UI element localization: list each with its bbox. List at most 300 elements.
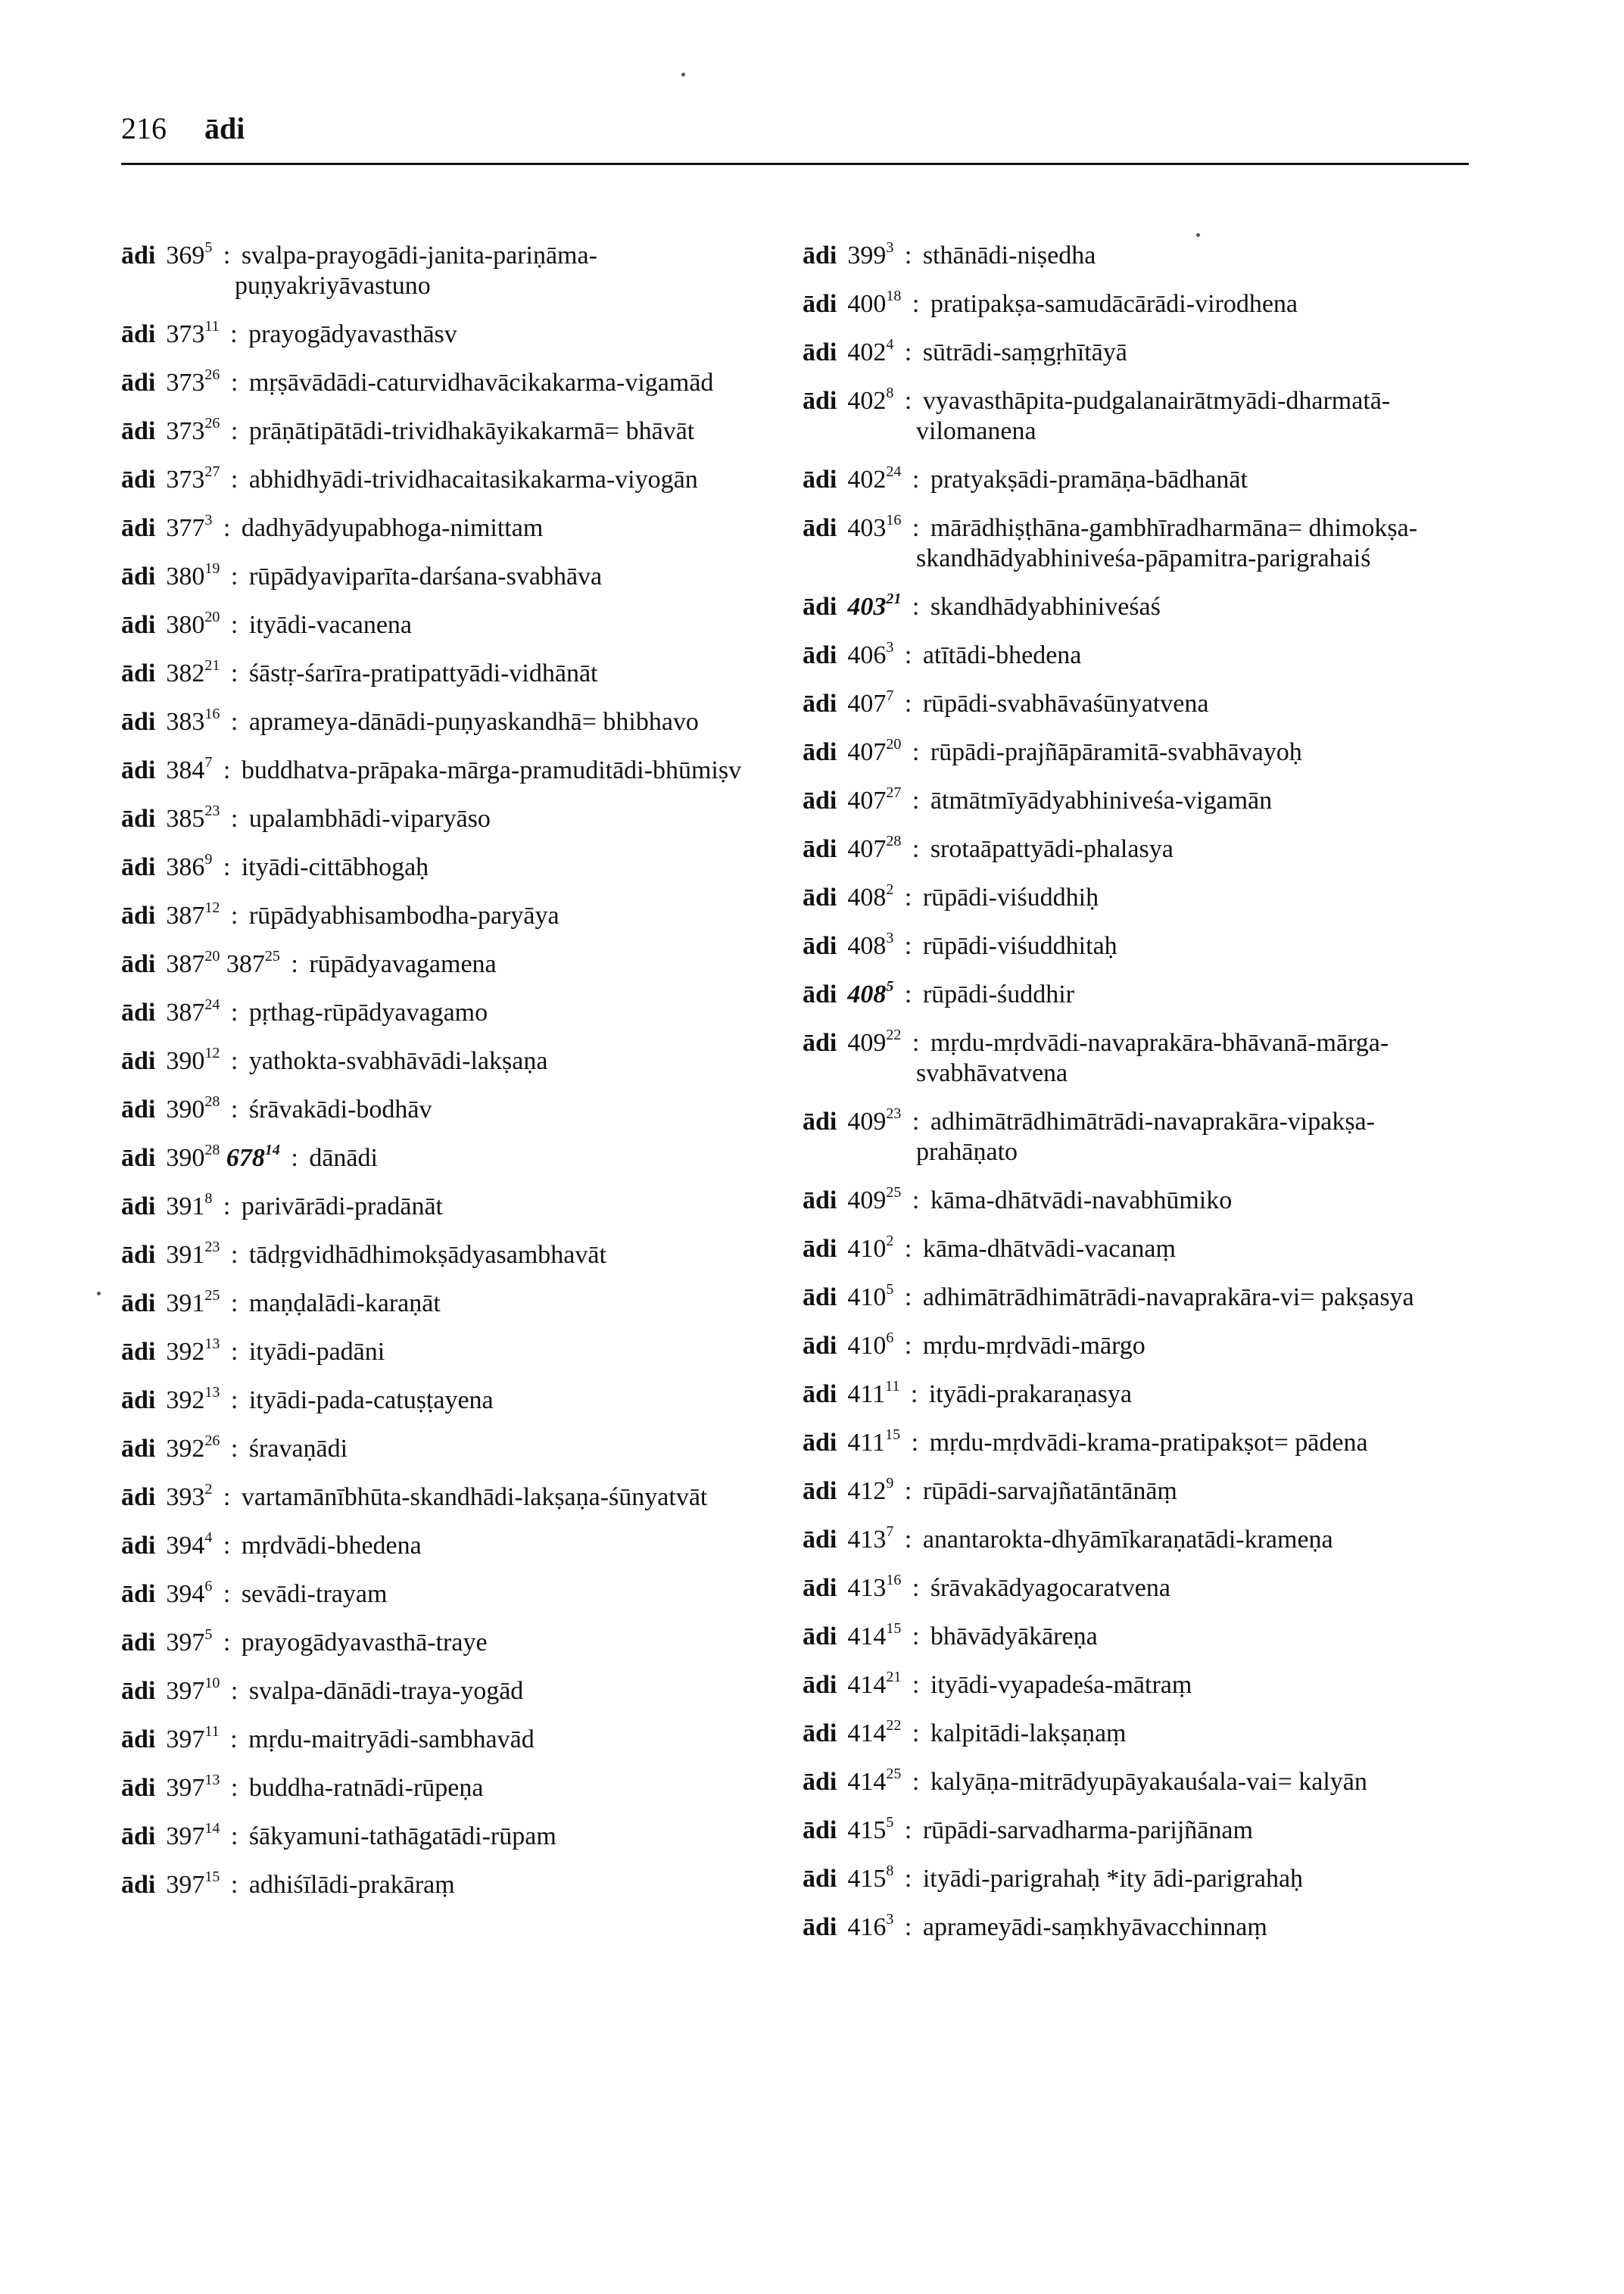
entry-reference: [166, 1529, 213, 1560]
entry-keyword: ādi: [803, 1429, 837, 1457]
reference-line: 8: [204, 1189, 213, 1207]
index-entry: [121, 901, 787, 931]
reference-line: 2: [886, 881, 894, 898]
entry-text: prāṇātipātādi-trividhakāyikakarmā= bhāvāt: [248, 417, 695, 445]
reference-page: 410: [847, 1283, 887, 1311]
entry-separator: :: [912, 835, 920, 863]
entry-reference: [166, 996, 220, 1027]
reference-page: 413: [847, 1574, 887, 1602]
reference-line: 5: [886, 977, 894, 995]
right-column: [803, 238, 1469, 1961]
index-entry: [803, 1767, 1469, 1797]
entry-text: aprameya-dānādi-puṇyaskandhā= bhibhavo: [248, 708, 699, 736]
running-header: [121, 111, 245, 145]
entry-separator: :: [230, 805, 238, 833]
reference-page: 408: [847, 980, 887, 1008]
reference-line: 3: [204, 511, 213, 528]
entry-keyword: ādi: [121, 1047, 156, 1075]
reference-line: 12: [204, 1044, 220, 1061]
index-entry: [121, 1870, 787, 1900]
reference-line: 11: [204, 1722, 220, 1740]
index-entry: [121, 1286, 787, 1319]
entry-text: adhiśīlādi-prakāraṃ: [248, 1871, 455, 1899]
index-entry: [121, 949, 787, 980]
index-entry: [803, 1670, 1469, 1700]
entry-keyword: ādi: [121, 1289, 156, 1317]
reference-line: 9: [204, 850, 213, 868]
reference-page: 394: [166, 1532, 205, 1560]
entry-reference: [847, 638, 894, 669]
entry-reference: [166, 850, 213, 881]
entry-separator: :: [904, 242, 912, 270]
entry-text: tādṛgvidhādhimokṣādyasambhavāt: [248, 1241, 606, 1269]
entry-keyword: ādi: [803, 242, 837, 270]
reference-page: 407: [847, 690, 887, 718]
entry-text: mārādhiṣṭhāna-gambhīradharmāna= dhimokṣa-skandhādyabhiniveśa-pāpamitra-parigrahaiś: [916, 514, 1418, 572]
reference-page: 392: [166, 1386, 205, 1414]
index-entry: [803, 513, 1469, 574]
reference-page: 414: [847, 1671, 887, 1699]
index-entry: [803, 1476, 1469, 1507]
entry-reference: [166, 1092, 220, 1124]
entry-reference: [166, 1674, 220, 1705]
running-headword: ādi: [204, 111, 245, 145]
reference-page: 397: [166, 1629, 205, 1657]
entry-keyword: ādi: [803, 1865, 837, 1893]
reference-line: 8: [886, 1862, 894, 1879]
reference-line: 3: [886, 238, 894, 256]
entry-keyword: ādi: [121, 1580, 156, 1608]
reference-page: 369: [166, 242, 205, 270]
reference-page: 390: [166, 1144, 205, 1172]
reference-page: 391: [166, 1289, 205, 1317]
entry-separator: :: [230, 320, 238, 348]
index-entry: [803, 1525, 1469, 1555]
entry-reference: [166, 1383, 220, 1414]
speck: [681, 73, 685, 76]
entry-text: prayogādyavasthā-traye: [241, 1629, 488, 1657]
reference-line: 5: [204, 1625, 213, 1643]
entry-keyword: ādi: [121, 1144, 156, 1172]
entry-text: rūpādi-svabhāvaśūnyatvena: [922, 690, 1209, 718]
entry-reference: [226, 947, 280, 978]
index-entry: [803, 1619, 1469, 1652]
entry-separator: :: [904, 1913, 912, 1941]
reference-line: 26: [204, 366, 220, 383]
reference-line: 6: [204, 1577, 213, 1594]
entry-text: ityādi-vyapadeśa-mātraṃ: [930, 1671, 1192, 1699]
index-entry: [803, 1573, 1469, 1604]
entry-text: ityādi-vacanena: [248, 611, 413, 639]
entry-text: rūpādyaviparīta-darśana-svabhāva: [248, 563, 603, 591]
reference-page: 383: [166, 708, 205, 736]
reference-page: 393: [166, 1483, 205, 1511]
entry-keyword: ādi: [803, 980, 837, 1008]
entry-keyword: ādi: [803, 338, 837, 366]
reference-page: 392: [166, 1338, 205, 1366]
entry-reference: [166, 238, 213, 270]
entry-reference: [847, 1862, 894, 1893]
entry-separator: :: [230, 1096, 238, 1124]
entry-separator: :: [230, 417, 238, 445]
index-entry: [803, 883, 1469, 913]
entry-text: sevādi-trayam: [241, 1580, 388, 1608]
entry-separator: :: [910, 1380, 918, 1408]
entry-separator: :: [230, 999, 238, 1027]
reference-page: 407: [847, 835, 887, 863]
entry-reference: [847, 1619, 902, 1650]
entry-reference: [847, 1426, 901, 1457]
entry-text: maṇḍalādi-karaṇāt: [248, 1289, 441, 1317]
entry-text: anantarokta-dhyāmīkaraṇatādi-krameṇa: [922, 1526, 1333, 1554]
entry-reference: [847, 1280, 894, 1311]
entry-reference: [847, 929, 894, 960]
index-entry: [121, 1773, 787, 1803]
entry-keyword: ādi: [803, 1283, 837, 1311]
reference-page: 412: [847, 1477, 887, 1505]
reference-page: 414: [847, 1768, 887, 1796]
entry-keyword: ādi: [803, 1380, 837, 1408]
reference-page: 403: [847, 593, 887, 621]
entry-separator: :: [223, 1580, 231, 1608]
entry-keyword: ādi: [121, 1725, 156, 1753]
reference-page: 406: [847, 641, 887, 669]
reference-page: 408: [847, 884, 887, 912]
reference-line: 6: [886, 1329, 894, 1346]
entry-reference: [847, 238, 894, 270]
entry-separator: :: [230, 1822, 238, 1850]
entry-reference: [166, 511, 213, 542]
reference-page: 385: [166, 805, 205, 833]
reference-line: 4: [204, 1529, 213, 1546]
index-entry: [803, 1813, 1469, 1846]
reference-page: 402: [847, 387, 887, 415]
entry-text: kāma-dhātvādi-vacanaṃ: [922, 1235, 1176, 1263]
reference-line: 13: [204, 1335, 220, 1352]
reference-page: 410: [847, 1332, 887, 1360]
entry-separator: :: [904, 1526, 912, 1554]
reference-line: 21: [886, 590, 902, 607]
reference-page: 415: [847, 1816, 887, 1844]
index-entry: [803, 1028, 1469, 1089]
entry-text: mṛdu-mṛdvādi-krama-pratipakṣot= pādena: [929, 1429, 1368, 1457]
entry-separator: :: [230, 1047, 238, 1075]
index-entry: [121, 319, 787, 350]
entry-reference: [847, 832, 902, 863]
entry-separator: :: [230, 1435, 238, 1463]
entry-keyword: ādi: [121, 1774, 156, 1802]
index-entry: [121, 1240, 787, 1270]
entry-keyword: ādi: [121, 1386, 156, 1414]
entry-reference: [166, 463, 220, 494]
entry-text: rūpādi-śuddhir: [922, 980, 1074, 1008]
index-entry: [121, 1579, 787, 1610]
entry-separator: :: [912, 514, 920, 542]
entry-keyword: ādi: [803, 787, 837, 815]
index-entry: [803, 1107, 1469, 1167]
entry-separator: :: [230, 659, 238, 687]
entry-separator: :: [223, 514, 231, 542]
entry-text: ityādi-padāni: [248, 1338, 385, 1366]
reference-page: 386: [166, 853, 205, 881]
reference-page: 382: [166, 659, 205, 687]
entry-text: mṛṣāvādādi-caturvidhavācikakarma-vigamād: [248, 369, 714, 397]
reference-page: 390: [166, 1047, 205, 1075]
entry-reference: [847, 687, 894, 718]
entry-keyword: ādi: [803, 387, 837, 415]
reference-line: 2: [886, 1232, 894, 1249]
reference-line: 26: [204, 1432, 220, 1449]
entry-reference: [847, 1329, 894, 1360]
reference-line: 11: [885, 1377, 900, 1395]
entry-reference: [847, 784, 902, 815]
reference-page: 391: [166, 1241, 205, 1269]
entry-keyword: ādi: [121, 417, 156, 445]
index-entry: [121, 416, 787, 447]
entry-text: ityādi-prakaraṇasya: [928, 1380, 1132, 1408]
entry-separator: :: [230, 1289, 238, 1317]
entry-keyword: ādi: [121, 369, 156, 397]
entry-keyword: ādi: [803, 1477, 837, 1505]
reference-line: 25: [204, 1286, 220, 1304]
entry-keyword: ādi: [121, 1822, 156, 1850]
entry-separator: :: [912, 1574, 920, 1602]
reference-page: 392: [166, 1435, 205, 1463]
entry-keyword: ādi: [121, 1435, 156, 1463]
entry-separator: :: [904, 1332, 912, 1360]
reference-line: 13: [204, 1383, 220, 1401]
reference-line: 8: [886, 384, 894, 401]
entry-keyword: ādi: [121, 999, 156, 1027]
entry-text: śāstṛ-śarīra-pratipattyādi-vidhānāt: [248, 659, 598, 687]
entry-text: dadhyādyupabhoga-nimittam: [241, 514, 544, 542]
reference-line: 22: [886, 1026, 902, 1043]
reference-page: 414: [847, 1622, 887, 1650]
entry-separator: :: [230, 466, 238, 494]
entry-reference: [166, 1238, 220, 1269]
entry-reference: [847, 735, 902, 766]
speck: [1196, 233, 1200, 237]
entry-separator: :: [223, 1192, 231, 1220]
entry-separator: :: [230, 611, 238, 639]
entry-reference: [847, 1377, 900, 1408]
entry-separator: :: [912, 593, 920, 621]
reference-line: 15: [886, 1619, 902, 1637]
entry-text: yathokta-svabhāvādi-lakṣaṇa: [248, 1047, 548, 1075]
reference-page: 384: [166, 756, 205, 784]
entry-separator: :: [912, 1719, 920, 1747]
reference-page: 387: [166, 950, 205, 978]
entry-separator: :: [912, 1108, 920, 1136]
reference-page: 403: [847, 514, 887, 542]
entry-text: adhimātrādhimātrādi-navaprakāra-vipakṣa-prahāṇato: [916, 1108, 1375, 1166]
entry-text: mṛdu-mṛdvādi-mārgo: [922, 1332, 1146, 1360]
index-entry: [121, 610, 787, 641]
reference-line: 11: [204, 317, 220, 335]
entry-keyword: ādi: [121, 1871, 156, 1899]
entry-reference: [166, 1819, 220, 1850]
index-entry: [121, 1676, 787, 1706]
entry-text: rūpādi-viśuddhitaḥ: [922, 932, 1117, 960]
entry-text: pratyakṣādi-pramāṇa-bādhanāt: [930, 466, 1248, 494]
index-entry: [803, 931, 1469, 962]
index-entry: [121, 1385, 787, 1416]
entry-separator: :: [904, 980, 912, 1008]
entry-separator: :: [904, 387, 912, 415]
entry-keyword: ādi: [121, 1483, 156, 1511]
index-entry: [121, 804, 787, 834]
reference-page: 402: [847, 338, 887, 366]
entry-separator: :: [230, 1677, 238, 1705]
entry-reference: [166, 1189, 213, 1220]
entry-separator: :: [223, 1532, 231, 1560]
index-entry: [121, 368, 787, 398]
entry-separator: :: [223, 756, 231, 784]
reference-page: 415: [847, 1865, 887, 1893]
reference-line: 15: [885, 1426, 901, 1443]
entry-text: ātmātmīyādyabhiniveśa-vigamān: [930, 787, 1273, 815]
entry-keyword: ādi: [803, 593, 837, 621]
index-entry: [121, 1819, 787, 1852]
index-entry: [803, 834, 1469, 865]
entry-keyword: ādi: [803, 835, 837, 863]
reference-page: 399: [847, 242, 887, 270]
entry-separator: :: [912, 1671, 920, 1699]
entry-text: śravaṇādi: [248, 1435, 348, 1463]
entry-separator: :: [912, 1186, 920, 1214]
entry-separator: :: [912, 1768, 920, 1796]
entry-keyword: ādi: [121, 1338, 156, 1366]
entry-text: rūpādi-sarvajñatāntānāṃ: [922, 1477, 1177, 1505]
entry-separator: :: [230, 369, 238, 397]
reference-page: 678: [226, 1144, 265, 1172]
entry-text: śrāvakādyagocaratvena: [930, 1574, 1170, 1602]
page-number: 216: [121, 111, 167, 145]
entry-reference: [166, 317, 220, 348]
entry-separator: :: [911, 1429, 919, 1457]
entry-text: sthānādi-niṣedha: [922, 242, 1096, 270]
reference-page: 380: [166, 611, 205, 639]
reference-line: 7: [886, 1523, 894, 1540]
reference-page: 416: [847, 1913, 887, 1941]
entry-keyword: ādi: [121, 853, 156, 881]
reference-line: 10: [204, 1674, 220, 1691]
reference-line: 5: [204, 238, 213, 256]
entry-keyword: ādi: [803, 1235, 837, 1263]
entry-reference: [166, 1722, 220, 1753]
entry-text: parivārādi-pradānāt: [241, 1192, 443, 1220]
entry-text: kalyāṇa-mitrādyupāyakauśala-vai= kalyān: [930, 1768, 1367, 1796]
entry-text: dānādi: [309, 1144, 378, 1172]
entry-reference: [166, 608, 220, 639]
entry-text: kāma-dhātvādi-navabhūmiko: [930, 1186, 1233, 1214]
reference-line: 18: [886, 287, 902, 304]
index-entry: [803, 1183, 1469, 1216]
entry-keyword: ādi: [803, 690, 837, 718]
entry-reference: [166, 414, 220, 445]
entry-separator: :: [904, 1816, 912, 1844]
entry-text: ityādi-pada-catuṣṭayena: [248, 1386, 494, 1414]
entry-reference: [847, 1910, 894, 1941]
entry-text: ityādi-parigrahaḥ *ity ādi-parigrahaḥ: [922, 1865, 1304, 1893]
entry-reference: [847, 977, 894, 1008]
index-entry: [803, 737, 1469, 768]
entry-text: rūpādyavagamena: [309, 950, 497, 978]
entry-separator: :: [904, 641, 912, 669]
reference-line: 21: [204, 656, 220, 674]
entry-keyword: ādi: [803, 1574, 837, 1602]
reference-line: 13: [204, 1771, 220, 1788]
index-entry: [121, 1625, 787, 1658]
entry-separator: :: [904, 1283, 912, 1311]
reference-page: 380: [166, 563, 205, 591]
entry-keyword: ādi: [121, 466, 156, 494]
entry-text: rūpādyabhisambodha-paryāya: [248, 902, 560, 930]
entry-reference: [166, 1044, 220, 1075]
index-entry: [803, 1912, 1469, 1943]
entry-reference: [166, 802, 220, 833]
index-entry: [121, 1092, 787, 1125]
entry-separator: :: [912, 787, 920, 815]
entry-text: abhidhyādi-trividhacaitasikakarma-viyogān: [248, 466, 698, 494]
entry-text: sūtrādi-saṃgṛhītāyā: [922, 338, 1127, 366]
entry-separator: :: [904, 338, 912, 366]
reference-line: 24: [204, 996, 220, 1013]
entry-keyword: ādi: [803, 1526, 837, 1554]
entry-reference: [847, 1232, 894, 1263]
reference-line: 5: [886, 1280, 894, 1298]
reference-line: 25: [886, 1183, 902, 1201]
entry-keyword: ādi: [803, 466, 837, 494]
entry-reference: [847, 881, 894, 912]
reference-line: 16: [204, 705, 220, 722]
entry-separator: :: [904, 1235, 912, 1263]
reference-line: 9: [886, 1474, 894, 1491]
entry-reference: [166, 1771, 220, 1802]
index-entry: [121, 1143, 787, 1173]
reference-page: 390: [166, 1096, 205, 1124]
reference-page: 387: [166, 999, 205, 1027]
entry-keyword: ādi: [121, 805, 156, 833]
entry-separator: :: [230, 1338, 238, 1366]
entry-reference: [847, 384, 894, 415]
entry-keyword: ādi: [803, 641, 837, 669]
entry-reference: [847, 590, 902, 621]
reference-line: 16: [886, 1571, 902, 1588]
entry-separator: :: [904, 1865, 912, 1893]
entry-keyword: ādi: [803, 738, 837, 766]
reference-page: 373: [166, 369, 205, 397]
entry-separator: :: [904, 932, 912, 960]
index-entry: [803, 465, 1469, 495]
reference-line: 25: [264, 947, 280, 965]
entry-keyword: ādi: [121, 659, 156, 687]
index-entry: [121, 559, 787, 592]
entry-text: kalpitādi-lakṣaṇaṃ: [930, 1719, 1127, 1747]
entry-reference: [166, 705, 220, 736]
reference-line: 20: [204, 608, 220, 625]
index-entry: [803, 592, 1469, 622]
entry-separator: :: [230, 708, 238, 736]
reference-page: 409: [847, 1186, 887, 1214]
index-entry: [121, 852, 787, 883]
entry-separator: :: [223, 1629, 231, 1657]
entry-separator: :: [291, 1144, 298, 1172]
entry-keyword: ādi: [803, 1719, 837, 1747]
entry-reference: [847, 335, 894, 366]
reference-line: 7: [886, 687, 894, 704]
reference-page: 373: [166, 417, 205, 445]
